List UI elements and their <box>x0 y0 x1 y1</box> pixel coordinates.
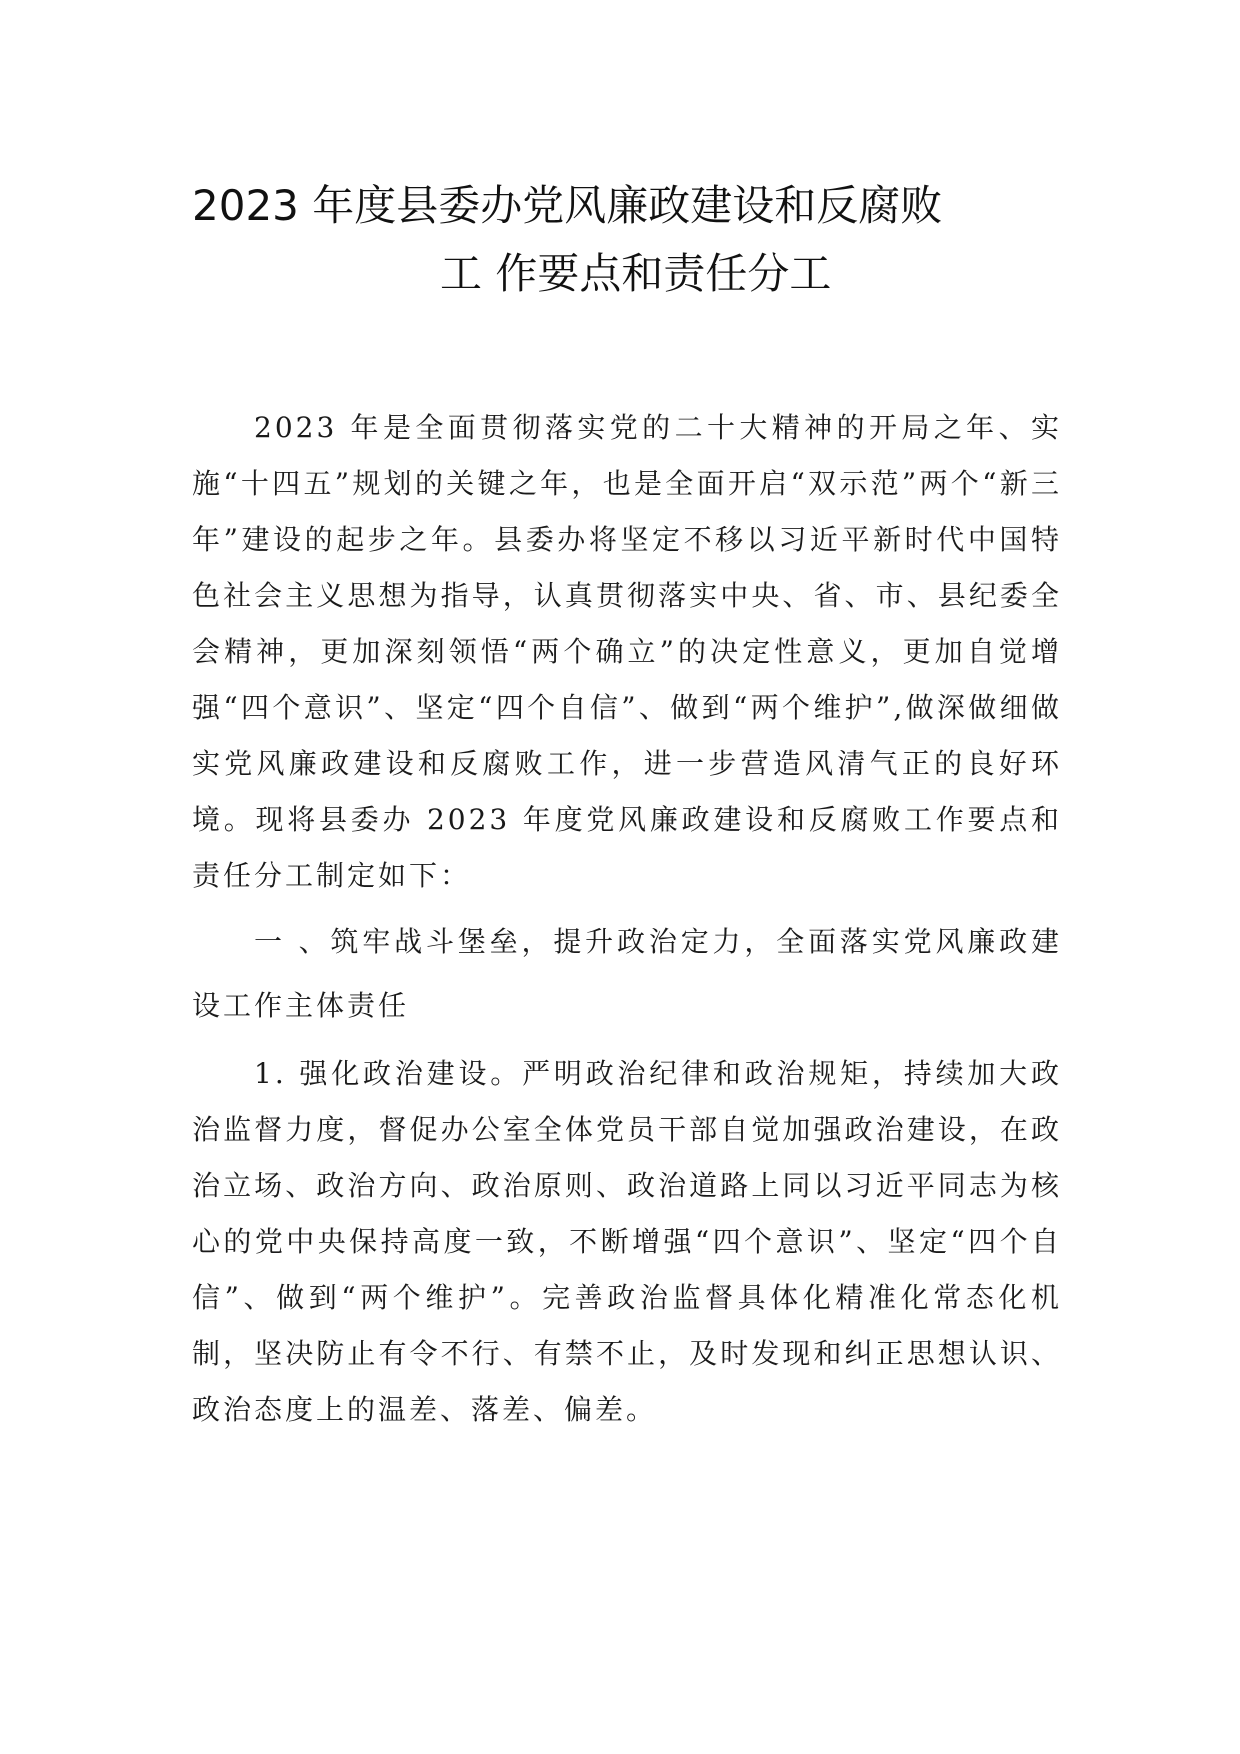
section-1-heading: 一 、筑牢战斗堡垒，提升政治定力，全面落实党风廉政建设工作主体责任 <box>192 925 1062 1022</box>
title-line-2: 工 作要点和责任分工 <box>440 249 832 298</box>
title-line-1: 2023 年度县委办党风廉政建设和反腐败 <box>192 181 943 230</box>
document-body <box>192 400 1062 1438</box>
item-1-paragraph: 1. 强化政治建设。严明政治纪律和政治规矩，持续加大政治监督力度，督促办公室全体党员干部自觉加强政治建设，在政治立场、政治方向、政治原则、政治道路上同以习近平同志为核心的党中央保持高度一致，不断增强“四个意识”、坚定“四个自信”、做到“两个维护”。完善政治监督具体化精准化常态化机制，坚决防止有令不行、有禁不止，及时发现和纠正思想认识、政治态度上的温差、落差、偏差。 <box>192 1057 1062 1426</box>
intro-paragraph: 2023 年是全面贯彻落实党的二十大精神的开局之年、实施“十四五”规划的关键之年，也是全面开启“双示范”两个“新三年”建设的起步之年。县委办将坚定不移以习近平新时代中国特色社会主义思想为指导，认真贯彻落实中央、省、市、县纪委全会精神，更加深刻领悟“两个确立”的决定性意义，更加自觉增强“四个意识”、坚定“四个自信”、做到“两个维护”,做深做细做实党风廉政建设和反腐败工作，进一步营造风清气正的良好环境。现将县委办 2023 年度党风廉政建设和反腐败工作要点和责任分工制定如下： <box>192 411 1062 892</box>
